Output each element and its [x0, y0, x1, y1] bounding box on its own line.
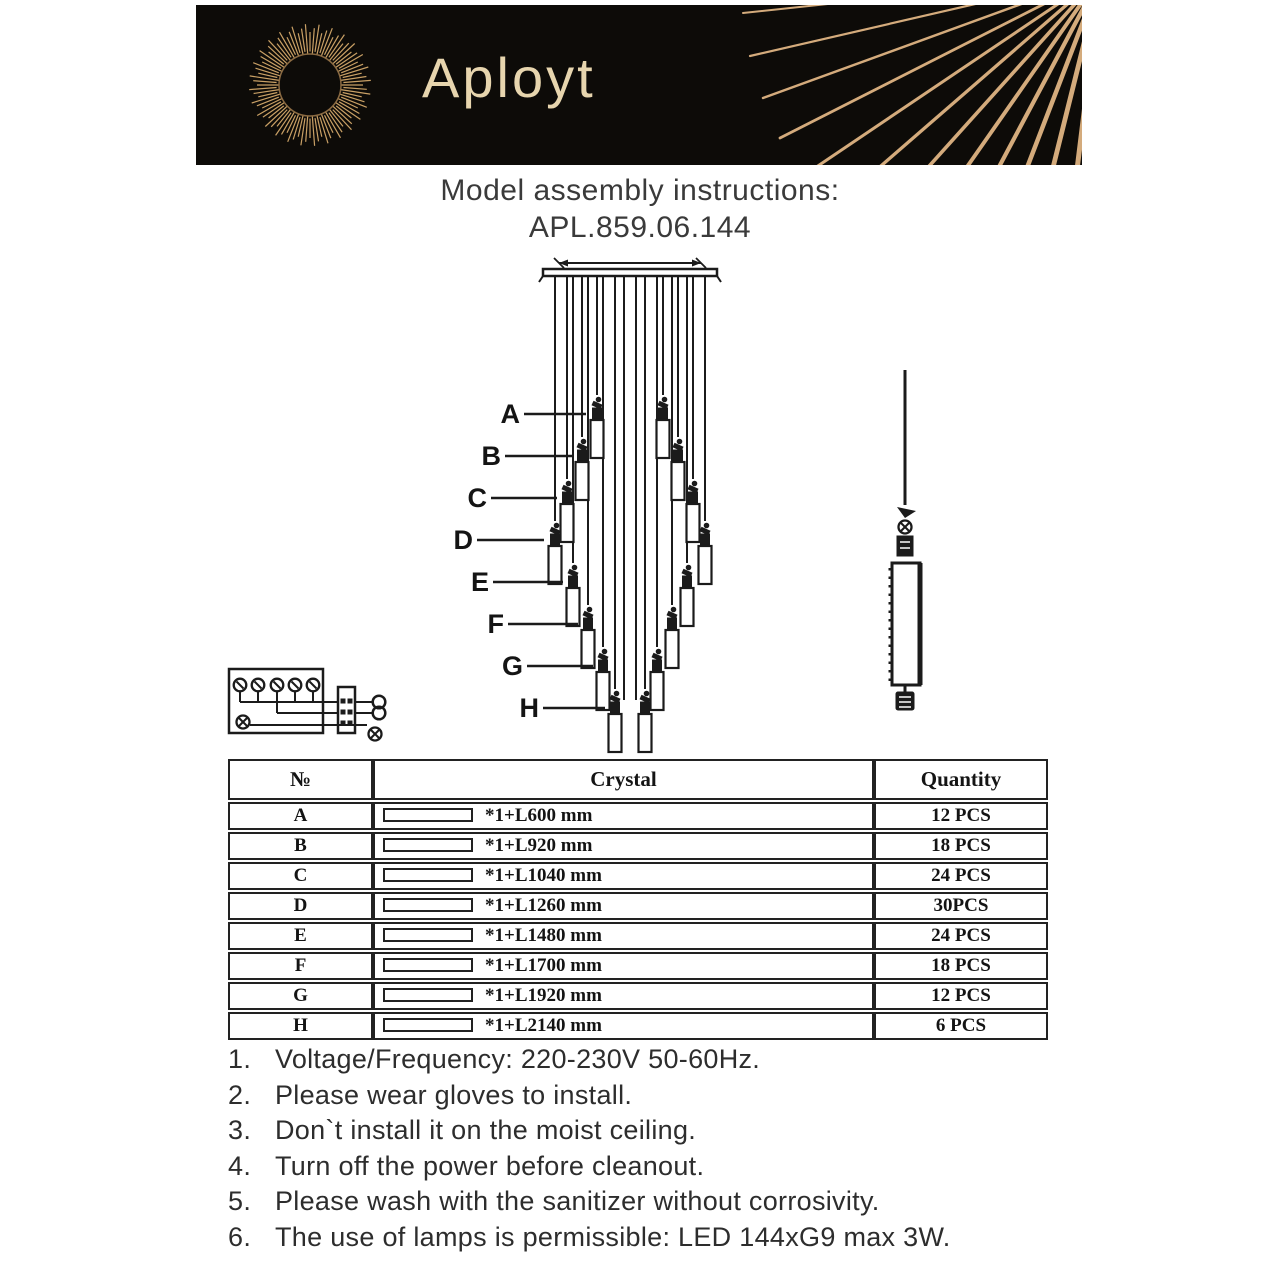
item-number: 3. — [228, 1115, 252, 1145]
dimension-arrow — [554, 258, 706, 268]
table-row — [228, 862, 1048, 890]
item-number: 2. — [228, 1079, 252, 1110]
row-crystal — [373, 832, 874, 860]
table-row — [228, 922, 1048, 950]
row-no: C — [228, 862, 373, 890]
row-no: D — [228, 892, 373, 920]
row-quantity: 18 PCS — [874, 952, 1048, 980]
wiring-diagram — [229, 669, 385, 741]
ceiling-bar — [543, 269, 717, 276]
table-row — [228, 892, 1048, 920]
row-quantity: 12 PCS — [874, 982, 1048, 1010]
row-no: G — [228, 982, 373, 1010]
page-title-line1: Model assembly instructions: — [440, 174, 840, 207]
item-number: 4. — [228, 1150, 252, 1181]
item-text: Turn off the power before cleanout. — [275, 1150, 705, 1181]
row-crystal — [373, 952, 874, 980]
item-number: 5. — [228, 1186, 252, 1216]
crystal-shape-icon — [383, 838, 473, 852]
crystal-shape-icon — [383, 1018, 473, 1032]
pendant-label-g: G — [501, 651, 523, 681]
header-crystal: Crystal — [373, 759, 874, 800]
crystal-shape-icon — [383, 958, 473, 972]
crystal-length: *1+L920 mm — [485, 835, 593, 856]
row-no: B — [228, 832, 373, 860]
pendant-label-a: A — [500, 399, 520, 429]
crystal-shape-icon — [383, 928, 473, 942]
crystal-length: *1+L1700 mm — [485, 955, 602, 976]
list-item — [228, 1113, 951, 1149]
pendant-detail-diagram — [890, 370, 920, 710]
table-header-row — [228, 759, 1048, 800]
row-crystal — [373, 982, 874, 1010]
row-no: F — [228, 952, 373, 980]
item-number: 1. — [228, 1044, 252, 1074]
item-text: Don`t install it on the moist ceiling. — [275, 1115, 697, 1145]
list-item — [228, 1184, 951, 1220]
brand-wordmark: Aployt — [422, 46, 596, 109]
crystal-length: *1+L600 mm — [485, 805, 593, 826]
crystal-length: *1+L1480 mm — [485, 925, 602, 946]
list-item — [228, 1078, 951, 1114]
table-row — [228, 1012, 1048, 1040]
row-crystal — [373, 802, 874, 830]
row-quantity: 24 PCS — [874, 922, 1048, 950]
crystal-length: *1+L2140 mm — [485, 1015, 602, 1036]
table-row — [228, 832, 1048, 860]
assembly-diagram — [215, 255, 1005, 760]
list-item — [228, 1149, 951, 1185]
header-no: № — [228, 759, 373, 800]
pendant-labels — [454, 399, 540, 723]
row-quantity: 24 PCS — [874, 862, 1048, 890]
item-text: Voltage/Frequency: 220-230V 50-60Hz. — [275, 1044, 761, 1074]
pendant-label-h: H — [519, 693, 539, 723]
row-crystal — [373, 922, 874, 950]
row-crystal — [373, 862, 874, 890]
pendant-label-b: B — [481, 441, 501, 471]
crystal-length: *1+L1260 mm — [485, 895, 602, 916]
model-number: APL.859.06.144 — [528, 211, 752, 244]
crystal-shape-icon — [383, 808, 473, 822]
list-item — [228, 1220, 951, 1256]
row-no: H — [228, 1012, 373, 1040]
sunburst-logo-icon — [249, 24, 371, 146]
brand-banner — [196, 5, 1082, 165]
item-text: Please wear gloves to install. — [275, 1079, 633, 1110]
crystal-shape-icon — [383, 898, 473, 912]
row-quantity: 6 PCS — [874, 1012, 1048, 1040]
table-row — [228, 802, 1048, 830]
item-number: 6. — [228, 1221, 252, 1252]
page-title — [0, 172, 1280, 246]
crystal-length: *1+L1920 mm — [485, 985, 602, 1006]
pendant-label-d: D — [453, 525, 473, 555]
instructions-list — [228, 1042, 951, 1255]
table-row — [228, 982, 1048, 1010]
row-quantity: 30PCS — [874, 892, 1048, 920]
row-crystal — [373, 1012, 874, 1040]
pendant-label-e: E — [470, 567, 489, 597]
row-crystal — [373, 892, 874, 920]
corner-rays-decoration — [743, 5, 1082, 165]
table-row — [228, 952, 1048, 980]
crystal-shape-icon — [383, 868, 473, 882]
crystal-length: *1+L1040 mm — [485, 865, 602, 886]
parts-table — [228, 757, 1048, 1042]
row-quantity: 18 PCS — [874, 832, 1048, 860]
pendant-label-f: F — [487, 609, 504, 639]
row-no: E — [228, 922, 373, 950]
item-text: The use of lamps is permissible: LED 144xG9 max 3W. — [275, 1221, 951, 1252]
header-quantity: Quantity — [874, 759, 1048, 800]
crystal-shape-icon — [383, 988, 473, 1002]
item-text: Please wash with the sanitizer without corrosivity. — [275, 1186, 880, 1216]
row-quantity: 12 PCS — [874, 802, 1048, 830]
row-no: A — [228, 802, 373, 830]
banner-decoration — [196, 5, 1082, 165]
list-item — [228, 1042, 951, 1078]
pendant-label-c: C — [467, 483, 487, 513]
